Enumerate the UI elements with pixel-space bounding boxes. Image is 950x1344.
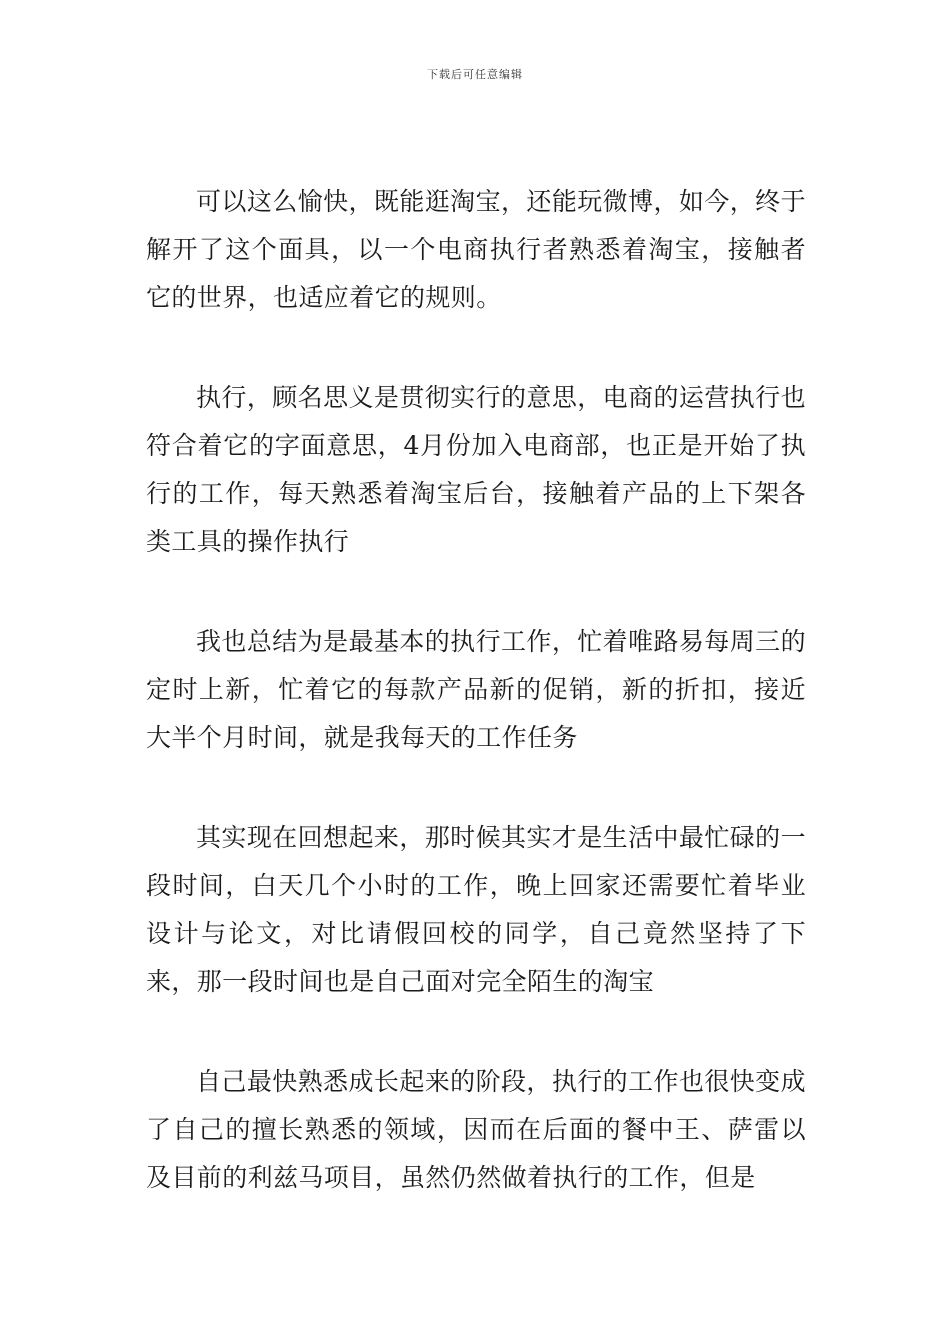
page-header: 下载后可任意编辑: [427, 68, 523, 81]
paragraph-1: 可以这么愉快，既能逛淘宝，还能玩微博，如今，终于解开了这个面具，以一个电商执行者熟悉着淘宝，接触者它的世界，也适应着它的规则。: [146, 187, 806, 312]
paragraph-5: 自己最快熟悉成长起来的阶段，执行的工作也很快变成了自己的擅长熟悉的领域，因而在后面的餐中王、萨雷以及目前的利兹马项目，虽然仍然做着执行的工作，但是: [146, 1067, 806, 1192]
paragraph-4: 其实现在回想起来，那时候其实才是生活中最忙碌的一段时间，白天几个小时的工作，晚上回家还需要忙着毕业设计与论文，对比请假回校的同学，自己竟然坚持了下来，那一段时间也是自己面对完全陌生的淘宝: [146, 823, 806, 996]
document-body: [146, 178, 806, 1254]
paragraph-3: 我也总结为是最基本的执行工作，忙着唯路易每周三的定时上新，忙着它的每款产品新的促销，新的折扣，接近大半个月时间，就是我每天的工作任务: [146, 627, 806, 752]
paragraph-2: 执行，顾名思义是贯彻实行的意思，电商的运营执行也符合着它的字面意思，4月份加入电商部，也正是开始了执行的工作，每天熟悉着淘宝后台，接触着产品的上下架各类工具的操作执行: [146, 383, 806, 556]
